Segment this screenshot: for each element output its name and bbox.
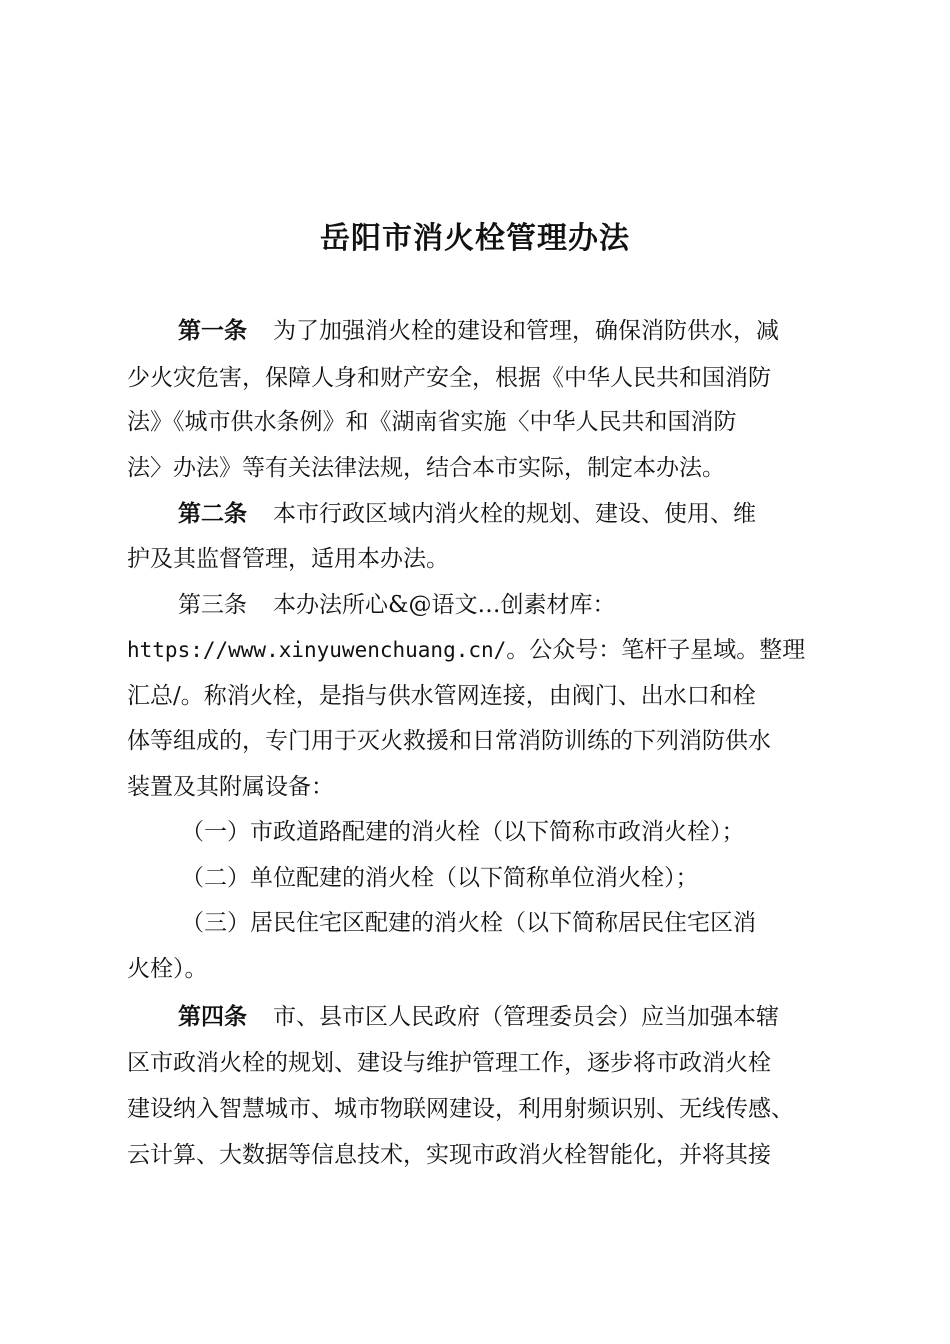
paragraph-line bbox=[178, 1001, 779, 1033]
paragraph-line: 汇总/。称消火栓，是指与供水管网连接，由阀门、出水口和栓 bbox=[127, 683, 756, 709]
paragraph-line: 装置及其附属设备： bbox=[127, 774, 334, 800]
article-heading: 第三条 bbox=[178, 592, 247, 618]
paragraph-line: 护及其监督管理，适用本办法。 bbox=[127, 546, 449, 572]
document-title: 岳阳市消火栓管理办法 bbox=[320, 221, 630, 256]
paragraph-line: 区市政消火栓的规划、建设与维护管理工作，逐步将市政消火栓 bbox=[127, 1050, 771, 1076]
article-heading: 第二条 bbox=[178, 501, 247, 527]
paragraph-line: 体等组成的，专门用于灭火救援和日常消防训练的下列消防供水 bbox=[127, 728, 771, 754]
line-text: 本办法所心&@语文…创素材库： bbox=[273, 592, 616, 618]
paragraph-line: 法〉办法》等有关法律法规，结合本市实际，制定本办法。 bbox=[127, 455, 725, 481]
paragraph-line bbox=[127, 634, 805, 666]
paragraph-line: 少火灾危害，保障人身和财产安全，根据《中华人民共和国消防 bbox=[127, 365, 771, 391]
website-url: https://www.xinyuwenchuang.cn/ bbox=[127, 638, 507, 662]
line-text: 。公众号：笔杆子星域。整理 bbox=[506, 637, 806, 663]
article-heading: 第四条 bbox=[178, 1004, 247, 1030]
paragraph-line: 云计算、大数据等信息技术，实现市政消火栓智能化，并将其接 bbox=[127, 1142, 771, 1168]
line-text: 市、县市区人民政府（管理委员会）应当加强本辖 bbox=[273, 1004, 779, 1030]
paragraph-line: 建设纳入智慧城市、城市物联网建设，利用射频识别、无线传感、 bbox=[127, 1096, 794, 1122]
paragraph-line bbox=[178, 589, 615, 621]
line-text: 为了加强消火栓的建设和管理，确保消防供水，减 bbox=[273, 318, 779, 344]
article-heading: 第一条 bbox=[178, 318, 247, 344]
paragraph-line bbox=[178, 315, 779, 347]
list-item: （二）单位配建的消火栓（以下简称单位消火栓）； bbox=[181, 865, 699, 891]
paragraph-line: 火栓）。 bbox=[127, 956, 208, 982]
paragraph-line bbox=[178, 498, 756, 530]
line-text: 本市行政区域内消火栓的规划、建设、使用、维 bbox=[273, 501, 756, 527]
list-item: （一）市政道路配建的消火栓（以下简称市政消火栓）； bbox=[181, 819, 745, 845]
list-item: （三）居民住宅区配建的消火栓（以下简称居民住宅区消 bbox=[181, 910, 756, 936]
paragraph-line: 法》《城市供水条例》和《湖南省实施〈中华人民共和国消防 bbox=[127, 409, 737, 435]
